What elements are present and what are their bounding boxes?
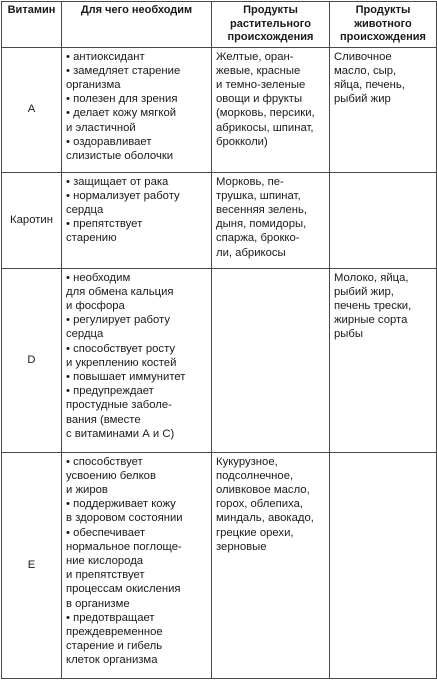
cell-line: происхождения xyxy=(340,31,426,43)
cell-line: брокколи) xyxy=(216,135,268,148)
cell-line: • способствует росту xyxy=(66,342,176,355)
cell-line: горох, облепиха, xyxy=(216,498,304,511)
cell-line: • способствует xyxy=(66,455,143,468)
cell-line: жирные сорта xyxy=(334,314,408,327)
cell-line: и фосфора xyxy=(66,299,125,312)
cell-line: • регулирует работу xyxy=(66,314,170,327)
cell-line: рыбий жир xyxy=(334,93,391,106)
cell-line: Кукурузное, xyxy=(216,455,278,468)
cell-line: дыня, помидоры, xyxy=(216,218,307,231)
cell-line: рыбы xyxy=(334,328,363,341)
animal-products-cell xyxy=(330,172,437,268)
vitamin-name: D xyxy=(2,268,62,452)
cell-line: в организме xyxy=(66,597,130,610)
cell-line: • поддерживает кожу xyxy=(66,498,176,511)
cell-line: клеток организма xyxy=(66,654,158,667)
cell-line: Желтые, оран- xyxy=(216,50,294,63)
table-row xyxy=(2,268,437,452)
cell-line: Витамин xyxy=(7,4,56,16)
animal-products-cell xyxy=(330,47,437,172)
header-row xyxy=(2,2,437,48)
vitamin-name: A xyxy=(2,47,62,172)
vitamin-name: Каротин xyxy=(2,172,62,268)
cell-line: Сливочное xyxy=(334,50,392,63)
cell-line: вания (вместе xyxy=(66,413,141,426)
table-row xyxy=(2,452,437,678)
cell-line: • повышает иммунитет xyxy=(66,370,186,383)
cell-line: Морковь, пе- xyxy=(216,175,284,188)
cell-line: зерновые xyxy=(216,540,267,553)
purpose-cell xyxy=(62,172,212,268)
header-animal-products xyxy=(330,2,437,48)
cell-line: • препятствует xyxy=(66,218,143,231)
cell-line: и жиров xyxy=(66,483,108,496)
cell-line: (морковь, персики, xyxy=(216,107,315,120)
cell-line: растительного xyxy=(230,17,311,30)
cell-line: • антиоксидант xyxy=(66,50,145,63)
plant-products-cell xyxy=(212,172,330,268)
cell-line: для обмена кальция xyxy=(66,285,174,298)
cell-line: • нормализует работу xyxy=(66,189,180,202)
cell-line: с витаминами А и С) xyxy=(66,427,175,440)
cell-line: • обеспечивает xyxy=(66,526,146,539)
cell-line: • делает кожу мягкой xyxy=(66,107,177,120)
cell-line: ние кислорода xyxy=(66,554,144,567)
cell-line: • предотвращает xyxy=(66,611,155,624)
vitamin-name: E xyxy=(2,452,62,678)
cell-line: Продукты xyxy=(355,4,411,16)
cell-line: печень трески, xyxy=(334,299,412,312)
plant-products-cell xyxy=(212,452,330,678)
cell-line: жевые, красные xyxy=(216,64,301,77)
cell-line: старение и гибель xyxy=(66,640,163,653)
cell-line: происхождения xyxy=(227,31,314,43)
cell-line: подсолнечное, xyxy=(216,469,294,482)
cell-line: масло, сыр, xyxy=(334,64,397,77)
cell-line: Для чего необходим xyxy=(80,4,193,16)
table-row xyxy=(2,47,437,172)
cell-line: • необходим xyxy=(66,271,131,284)
table-row xyxy=(2,172,437,268)
cell-line: и темно-зеленые xyxy=(216,78,306,91)
cell-line: • оздоравливает xyxy=(66,135,152,148)
cell-line: весенняя зелень, xyxy=(216,203,308,216)
cell-line: старению xyxy=(66,232,117,245)
cell-line: оливковое масло, xyxy=(216,483,310,496)
cell-line: и укреплению костей xyxy=(66,356,177,369)
purpose-cell xyxy=(62,452,212,678)
cell-line: миндаль, авокадо, xyxy=(216,512,314,525)
cell-line: и препятствует xyxy=(66,569,145,582)
cell-line: ли, абрикосы xyxy=(216,246,286,259)
purpose-cell xyxy=(62,47,212,172)
cell-line: простудные заболе- xyxy=(66,399,172,412)
cell-line: яйца, печень, xyxy=(334,78,405,91)
cell-line: и эластичной xyxy=(66,121,136,134)
animal-products-cell xyxy=(330,452,437,678)
cell-line: грецкие орехи, xyxy=(216,526,294,539)
purpose-cell xyxy=(62,268,212,452)
cell-line: преждевременное xyxy=(66,625,163,638)
cell-line: • замедляет старение xyxy=(66,64,181,77)
cell-line: • защищает от рака xyxy=(66,175,169,188)
cell-line: • предупреждает xyxy=(66,385,154,398)
plant-products-cell xyxy=(212,268,330,452)
cell-line: сердца xyxy=(66,328,104,341)
cell-line: рыбий жир, xyxy=(334,285,394,298)
header-purpose xyxy=(62,2,212,48)
header-vitamin xyxy=(2,2,62,48)
cell-line: нормальное поглоще- xyxy=(66,540,182,553)
cell-line: абрикосы, шпинат, xyxy=(216,121,314,134)
cell-line: овощи и фрукты xyxy=(216,93,303,106)
cell-line: трушка, шпинат, xyxy=(216,189,301,202)
cell-line: процессам окисления xyxy=(66,583,181,596)
animal-products-cell xyxy=(330,268,437,452)
cell-line: сердца xyxy=(66,203,104,216)
cell-line: организма xyxy=(66,78,121,91)
cell-line: Продукты xyxy=(243,4,298,16)
cell-line: Молоко, яйца, xyxy=(334,271,409,284)
cell-line: в здоровом состоянии xyxy=(66,512,183,525)
cell-line: животного xyxy=(354,17,412,30)
cell-line: слизистые оболочки xyxy=(66,149,174,162)
cell-line: спаржа, брокко- xyxy=(216,232,300,245)
header-plant-products xyxy=(212,2,330,48)
cell-line: • полезен для зрения xyxy=(66,93,178,106)
cell-line: усвоению белков xyxy=(66,469,156,482)
vitamins-table xyxy=(1,1,437,679)
plant-products-cell xyxy=(212,47,330,172)
